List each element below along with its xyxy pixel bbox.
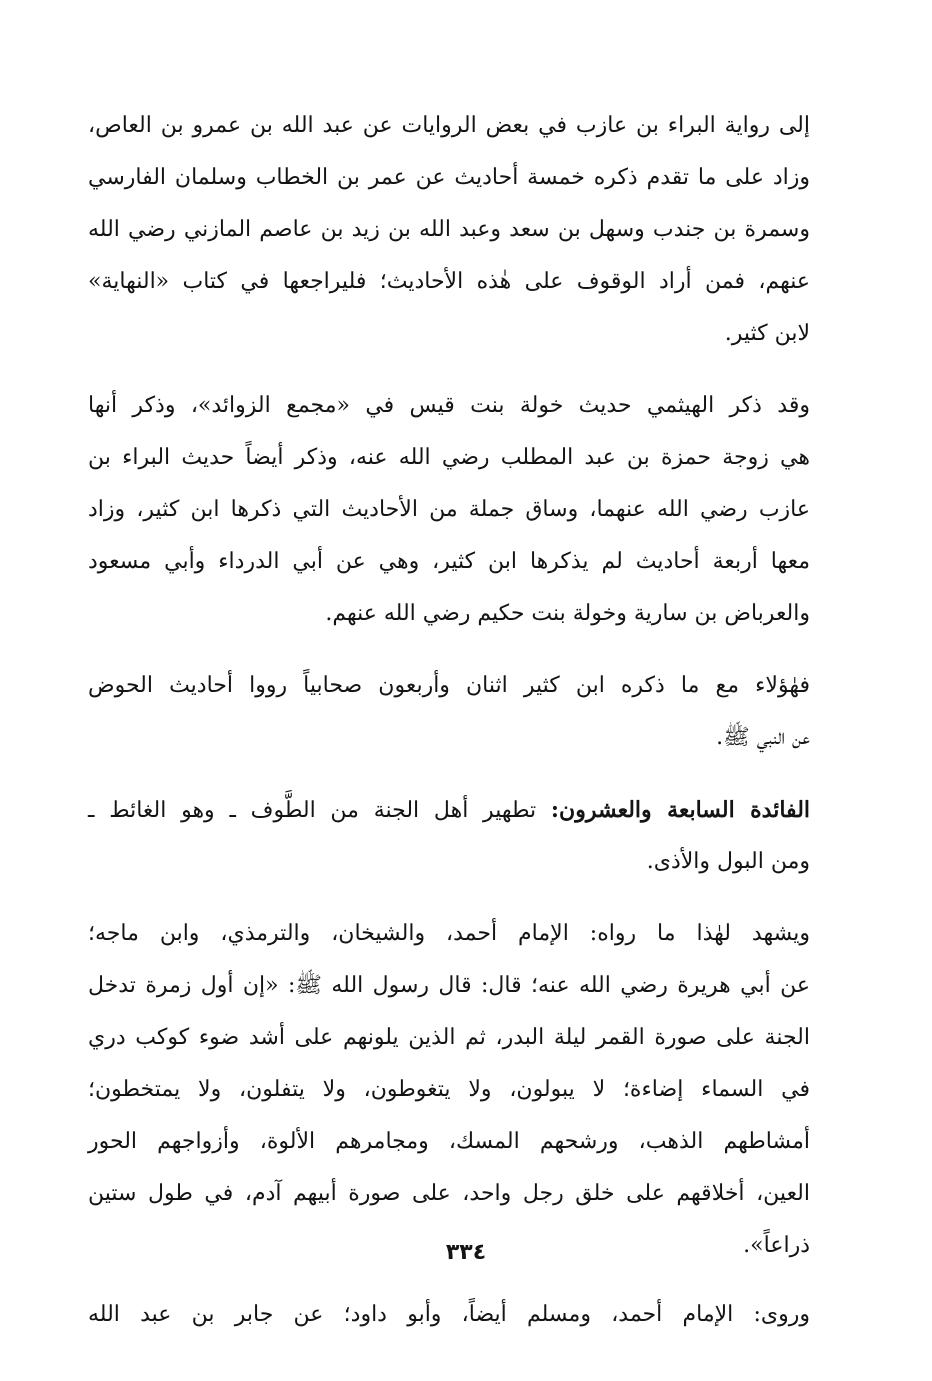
text-line: عن أبي هريرة رضي الله عنه؛ قال: قال رسول الله ﷺ: «إن أول زمرة تدخل <box>88 973 810 998</box>
text-line: ذراعاً». <box>743 1233 810 1258</box>
text-line: ويشهد لهٰذا ما رواه: الإمام أحمد، والشيخان، والترمذي، وابن ماجه؛ <box>88 921 810 946</box>
paragraph-hadith-abu-hurayra <box>88 908 810 1272</box>
text-line: عازب رضي الله عنهما، وساق جملة من الأحاديث التي ذكرها ابن كثير، وزاد <box>88 497 810 522</box>
text-line: ومن البول والأذى. <box>646 849 810 874</box>
text-line: وقد ذكر الهيثمي حديث خولة بنت قيس في «مجمع الزوائد»، وذكر أنها <box>88 393 810 418</box>
text-line: في السماء إضاءة؛ لا يبولون، ولا يتغوطون، ولا يتفلون، ولا يمتخطون؛ <box>88 1077 810 1102</box>
text-line: الجنة على صورة القمر ليلة البدر، ثم الذين يلونهم على أشد ضوء كوكب دري <box>88 1025 810 1050</box>
text-line: أمشاطهم الذهب، ورشحهم المسك، ومجامرهم الألوة، وأزواجهم الحور <box>88 1129 810 1154</box>
section-heading: الفائدة السابعة والعشرون: <box>550 797 811 823</box>
paragraph-ibn-kathir-additions <box>88 100 810 360</box>
book-page-body <box>88 100 810 1341</box>
paragraph-jabir-narration <box>88 1289 810 1341</box>
paragraph-benefit-27 <box>88 784 810 888</box>
page-number: ٣٣٤ <box>445 1240 487 1265</box>
text-line: عنهم، فمن أراد الوقوف على هٰذه الأحاديث؛ فليراجعها في كتاب «النهاية» <box>88 269 810 294</box>
text-line: وروى: الإمام أحمد، ومسلم أيضاً، وأبو داود؛ عن جابر بن عبد الله <box>88 1302 810 1327</box>
text-line: إلى رواية البراء بن عازب في بعض الروايات عن عبد الله بن عمرو بن العاص، <box>88 113 810 138</box>
text-line: والعرباض بن سارية وخولة بنت حكيم رضي الله عنهم. <box>325 601 810 626</box>
paragraph-companions-count <box>88 660 810 764</box>
text-line <box>88 784 810 836</box>
text-line: وزاد على ما تقدم ذكره خمسة أحاديث عن عمر بن الخطاب وسلمان الفارسي <box>88 165 810 190</box>
text-line: هي زوجة حمزة بن عبد المطلب رضي الله عنه، وذكر أيضاً حديث البراء بن <box>88 445 810 470</box>
text-line: عن النبي ﷺ. <box>716 725 810 750</box>
paragraph-haythami <box>88 380 810 640</box>
text-line: وسمرة بن جندب وسهل بن سعد وعبد الله بن زيد بن عاصم المازني رضي الله <box>88 217 810 242</box>
text-line: العين، أخلاقهم على خلق رجل واحد، على صورة أبيهم آدم، في طول ستين <box>88 1181 810 1206</box>
text-line: معها أربعة أحاديث لم يذكرها ابن كثير، وهي عن أبي الدرداء وأبي مسعود <box>88 549 810 574</box>
text-line: فهٰؤلاء مع ما ذكره ابن كثير اثنان وأربعون صحابياً رووا أحاديث الحوض <box>88 673 810 698</box>
heading-continuation: تطهير أهل الجنة من الطَّوف ـ وهو الغائط ـ <box>88 798 537 823</box>
text-line: لابن كثير. <box>724 321 810 346</box>
